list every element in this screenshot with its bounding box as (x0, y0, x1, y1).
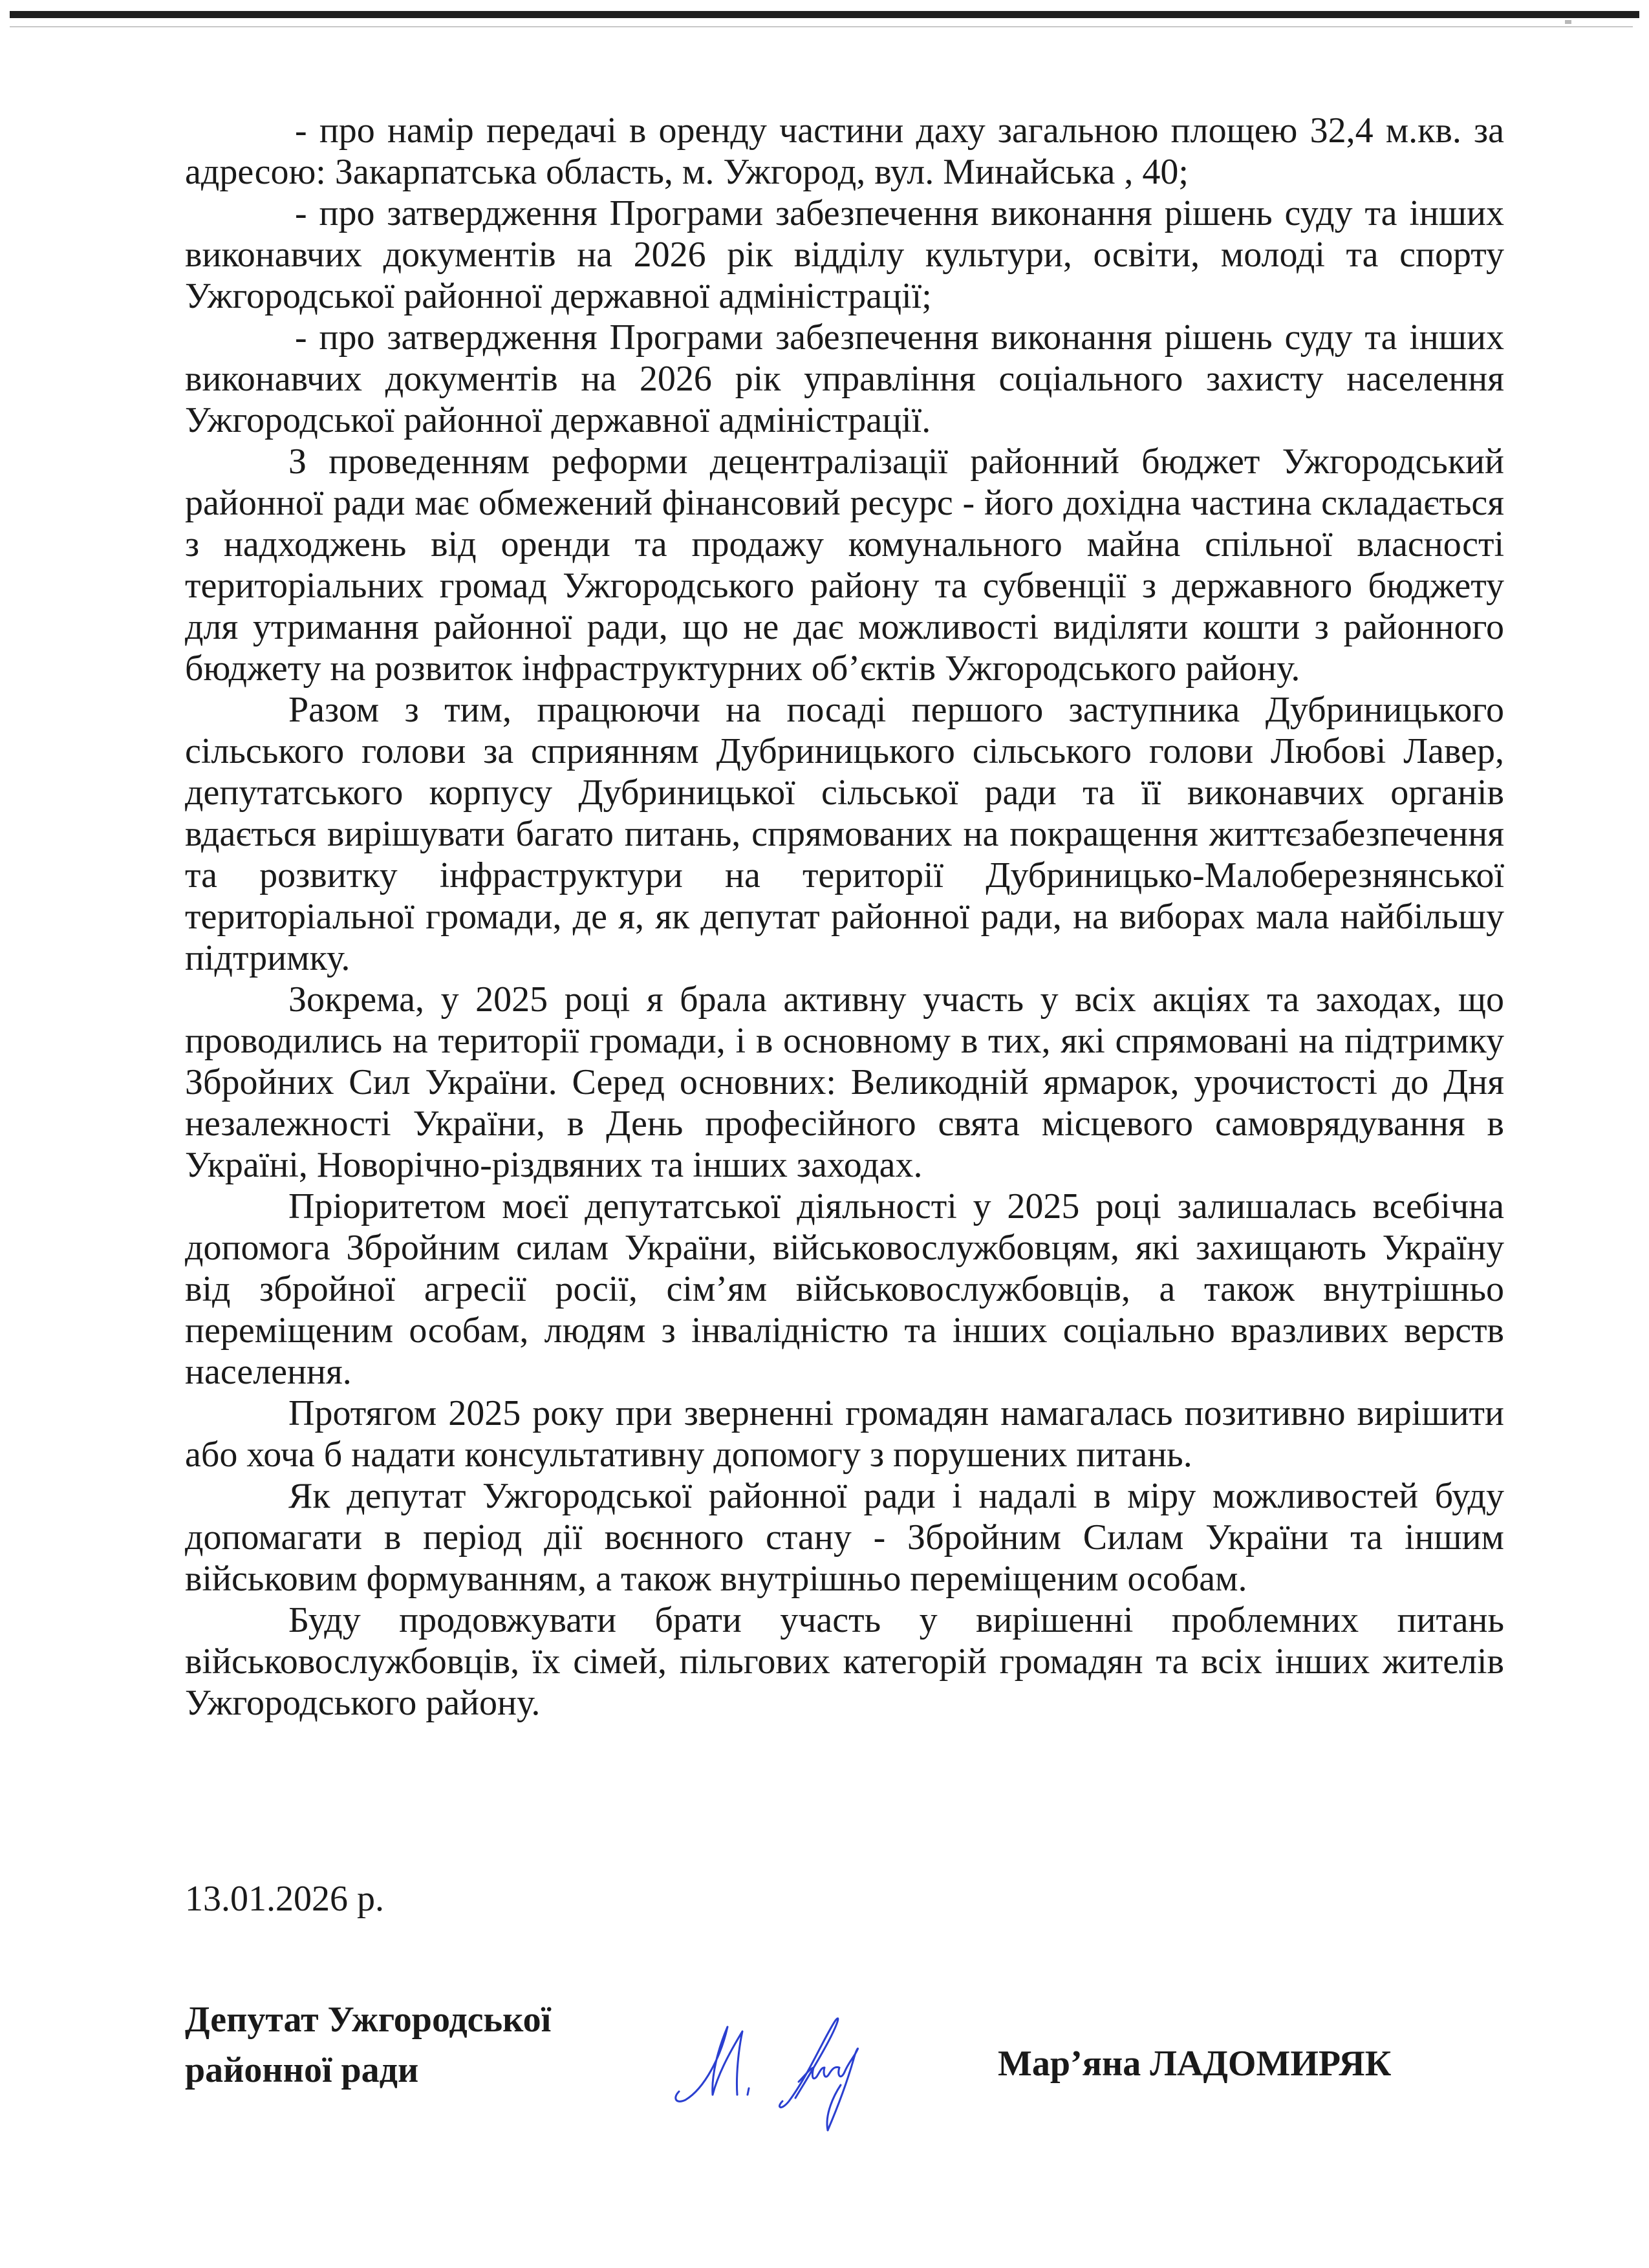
paragraph-priority: Пріоритетом моєї депутатської діяльності у 2025 році залишалась всебічна допомога Збройним силам України, військовослужбовцям, які захищають Україну від збройної агресії росії, сім’ям військовослужбовців, а також внутрішньо переміщеним особам, людям з інвалідністю та інших соціально вразливих верств населення. (185, 1186, 1504, 1392)
document-date: 13.01.2026 р. (185, 1879, 384, 1919)
scan-artifact (1565, 20, 1571, 24)
handwritten-signature-icon (666, 1985, 925, 2134)
paragraph-work: Разом з тим, працюючи на посаді першого заступника Дубриницького сільського голови за сприянням Дубриницького сільського голови Любові Лавер, депутатського корпусу Дубриницької сільської ради та її виконавчих органів вдається вирішувати багато питань, спрямованих на покращення життєзабезпечення та розвитку інфраструктури на території Дубриницько-Малоберезнянської територіальної громади, де я, як депутат районної ради, на виборах мала найбільшу підтримку. (185, 690, 1504, 978)
list-item-culture-program: - про затвердження Програми забезпечення виконання рішень суду та інших виконавчих документів на 2026 рік відділу культури, освіти, молоді та спорту Ужгородської районної державної адміністрації; (185, 193, 1504, 316)
paragraph-support: Як депутат Ужгородської районної ради і надалі в міру можливостей буду допомагати в період дії воєнного стану - Збройним Силам України та іншим військовим формуванням, а також внутрішньо переміщеним особам. (185, 1476, 1504, 1599)
paragraph-budget: З проведенням реформи децентралізації районний бюджет Ужгородський районної ради має обмежений фінансовий ресурс - його дохідна частина складається з надходжень від оренди та продажу комунального майна спільної власності територіальних громад Ужгородського району та субвенції з державного бюджету для утримання районної ради, що не дає можливості виділяти кошти з районного бюджету на розвиток інфраструктурних об’єктів Ужгородського району. (185, 442, 1504, 689)
paragraph-continue: Буду продовжувати брати участь у вирішенні проблемних питань військовослужбовців, їх сімей, пільгових категорій громадян та всіх інших жителів Ужгородського району. (185, 1600, 1504, 1723)
scan-top-border (10, 11, 1639, 18)
signatory-role (185, 1995, 551, 2095)
paragraph-appeals: Протягом 2025 року при зверненні громадян намагалась позитивно вирішити або хоча б надати консультативну допомогу з порушених питань. (185, 1393, 1504, 1475)
role-line-1: Депутат Ужгородської (185, 2000, 552, 2040)
document-body (185, 110, 1504, 1724)
paragraph-events: Зокрема, у 2025 році я брала активну участь у всіх акціях та заходах, що проводились на території громади, і в основному в тих, які спрямовані на підтримку Збройних Сил України. Серед основних: Великодній ярмарок, урочистості до Дня незалежності України, в День професійного свята місцевого самоврядування в Україні, Новорічно-різдвяних та інших заходах. (185, 979, 1504, 1185)
signatory-name: Мар’яна ЛАДОМИРЯК (998, 2044, 1392, 2084)
list-item-roof-lease: - про намір передачі в оренду частини даху загальною площею 32,4 м.кв. за адресою: Закарпатська область, м. Ужгород, вул. Минайська , 40; (185, 111, 1504, 192)
list-item-social-program: - про затвердження Програми забезпечення виконання рішень суду та інших виконавчих документів на 2026 рік управління соціального захисту населення Ужгородської районної державної адміністрації. (185, 317, 1504, 440)
role-line-2: районної ради (185, 2050, 419, 2090)
